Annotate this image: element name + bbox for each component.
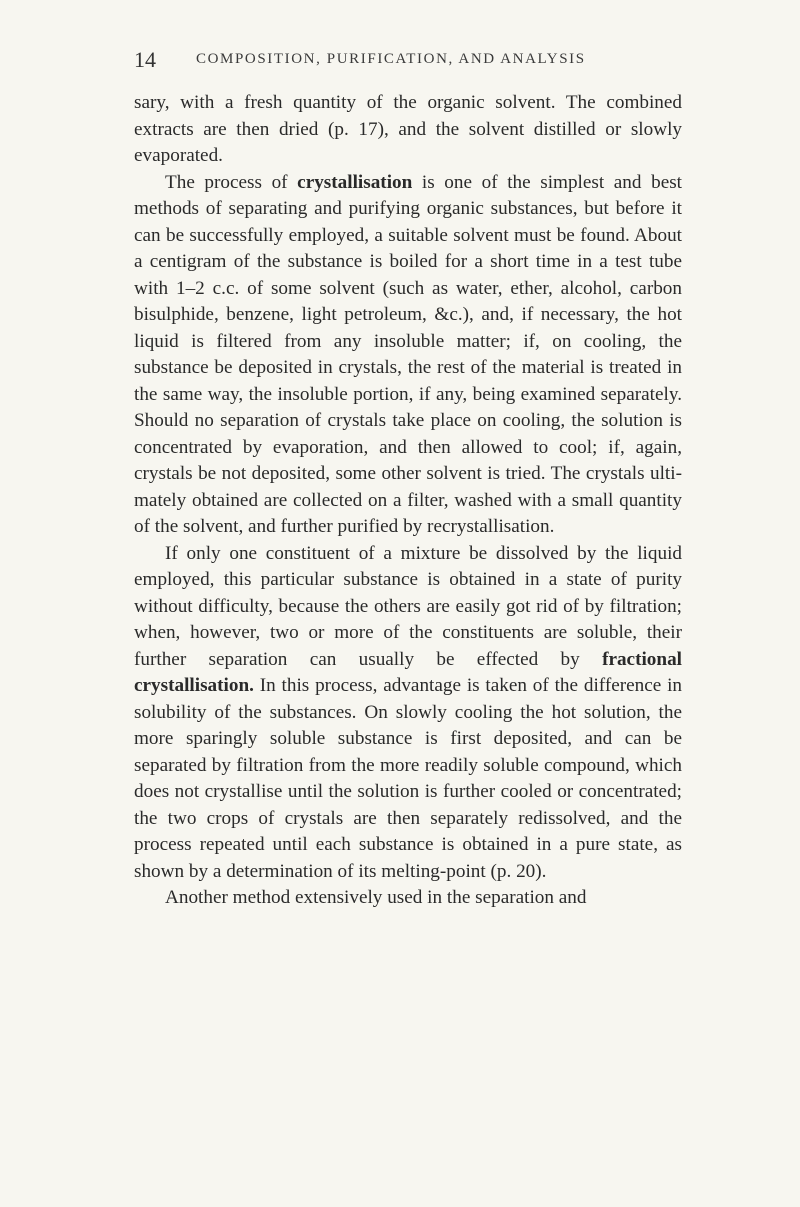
paragraph-fractional-body: In this process, advantage is taken of the difference in solubility of the substances. On slowly cooling the hot solution, the more sparingly soluble substance is first deposited, and can be separated by filtration from the more readily soluble compound, which does not crystallise until the solution is further cooled or concentrated; the two crops of crystals are then separately redissolved, and the process repeated until each substance is obtained in a pure state, as shown by a determination of its melting-point (p. 20). <box>134 675 682 882</box>
term-fractional-crystallisation: fractional crystallisation. <box>134 648 682 696</box>
paragraph-crystallisation <box>134 170 682 541</box>
paragraph-crystallisation-intro: The process of <box>165 171 298 193</box>
running-title: COMPOSITION, PURIFICATION, AND ANALYSIS <box>196 51 586 67</box>
paragraph-crystallisation-body: is one of the simplest and best methods of separating and purifying organic substances, but before it can be successfully employed, a suitable solvent must be found. About a centigram of the substance is boiled for a short time in a test tube with 1–2 c.c. of some solvent (such as water, ether, alcohol, carbon bisulphide, benzene, light petroleum, &c.), and, if necessary, the hot liquid is filtered from any insoluble matter; if, on cooling, the substance be deposited in crystals, the rest of the material is treated in the same way, the insoluble portion, if any, being examined separately. Should no separation of crystals take place on cooling, the solution is concentrated by evaporation, and then allowed to cool; if, again, crystals be not deposited, some other solvent is tried. The crystals ultimately obtained are collected on a filter, washed with a small quantity of the solvent, and further purified by recrystallisation. <box>134 171 683 537</box>
body-text <box>134 90 682 912</box>
term-crystallisation: crystallisation <box>297 171 413 193</box>
page-header <box>134 46 694 76</box>
page-number: 14 <box>134 47 156 72</box>
paragraph-fractional-crystallisation <box>134 541 682 886</box>
paragraph-another-method: Another method extensively used in the separation and <box>165 887 587 908</box>
paragraph-fractional-intro: If only one constituent of a mixture be dissolved by the liquid employed, this particular substance is obtained in a state of purity without difficulty, because the others are easily got rid of by filtration; when, however, two or more of the constituents are soluble, their further separation can usually be effected by <box>134 542 682 670</box>
paragraph-continuation: sary, with a fresh quantity of the organic solvent. The combined extracts are then dried (p. 17), and the solvent distilled or slowly evaporated. <box>134 92 682 166</box>
